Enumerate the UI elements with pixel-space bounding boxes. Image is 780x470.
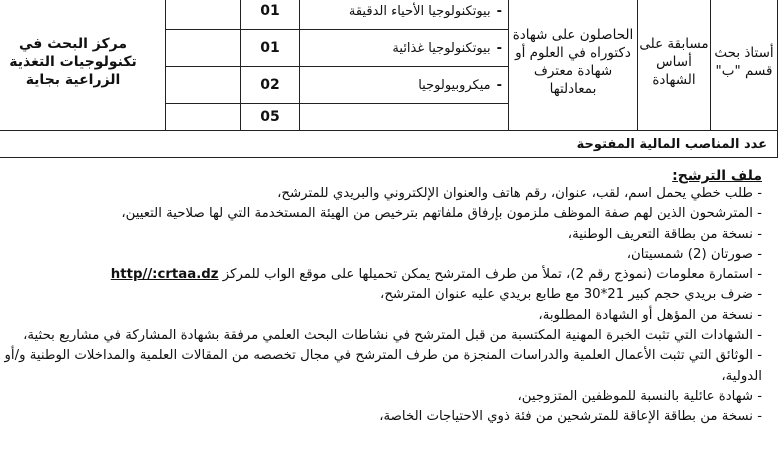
table-row [0, 0, 778, 30]
empty-cell [166, 67, 241, 104]
list-item: - الشهادات التي تثبت الخبرة المهنية المكتسبة من قبل المترشح في نشاطات البحث العلمي مرفقة بشهادة المشاركة في مشاريع بحثية، [23, 328, 762, 344]
specialty-name: بيوتكنولوجيا الأحياء الدقيقة [348, 3, 491, 19]
list-item [2, 265, 762, 285]
list-item: - طلب خطي يحمل اسم، لقب، عنوان، رقم هاتف والعنوان الإلكتروني والبريدي للمترشح، [277, 186, 762, 201]
bullet-dash: - [496, 3, 502, 19]
count-cell: 01 [241, 0, 300, 30]
table-row [0, 131, 778, 158]
list-item-text: - استمارة معلومات (نموذج رقم 2)، تملأ من طرف المترشح يمكن تحميلها على موقع الواب للمركز [222, 267, 762, 283]
bullet-dash: - [496, 77, 502, 93]
research-center-cell: مركز البحث في تكنولوجيات التغذية الزراعية بجاية [0, 0, 166, 131]
required-documents-list [2, 184, 762, 428]
empty-cell [166, 30, 241, 67]
count-cell: 01 [241, 30, 300, 67]
section-title: ملف الترشح: [672, 168, 762, 184]
specialty-name: بيوتكنولوجيا غذائية [392, 40, 491, 56]
list-item: - نسخة من المؤهل أو الشهادة المطلوبة، [538, 307, 762, 323]
list-item: - صورتان (2) شمسيتان، [626, 246, 762, 262]
list-item: - نسخة من بطاقة الإعاقة للمترشحين من فئة ذوي الاحتياجات الخاصة، [379, 409, 762, 425]
list-item: - شهادة عائلية بالنسبة للموظفين المتزوجين، [517, 388, 762, 404]
specialty-name: ميكروبيولوجيا [418, 77, 491, 93]
conditions-cell: الحاصلون على شهادة دكتوراه في العلوم أو شهادة معترف بمعادلتها [509, 0, 638, 131]
list-item: - المترشحون الذين لهم صفة الموظف ملزمون بإرفاق ملفاتهم بترخيص من الهيئة المستخدمة التي لها صلاحية التعيين، [121, 206, 762, 222]
list-item: - نسخة من بطاقة التعريف الوطنية، [567, 226, 762, 242]
total-count-cell: 05 [241, 104, 300, 131]
specialty-cell [300, 0, 509, 30]
bullet-dash: - [496, 40, 502, 56]
count-cell: 02 [241, 67, 300, 104]
list-item: - ضرف بريدي حجم كبير 21*30 مع طابع بريدي عليه عنوان المترشح، [380, 287, 762, 303]
grade-cell: أستاذ بحث قسم "ب" [711, 0, 778, 131]
list-item: - الوثائق التي تثبت الأعمال العلمية والدراسات المنجزة من طرف المترشح في مجال تخصصه من المقالات العلمية والمداخلات الوطنية و/أو الدولية، [4, 348, 762, 384]
empty-cell [300, 104, 509, 131]
website-link[interactable]: http//:crtaa.dz [110, 267, 219, 283]
specialty-cell [300, 67, 509, 104]
positions-table [0, 0, 778, 158]
specialty-cell [300, 30, 509, 67]
recruitment-mode-cell: مسابقة على أساس الشهادة [638, 0, 711, 131]
empty-cell [166, 0, 241, 30]
empty-cell [166, 104, 241, 131]
total-label-cell: عدد المناصب المالية المفتوحة [0, 131, 778, 158]
